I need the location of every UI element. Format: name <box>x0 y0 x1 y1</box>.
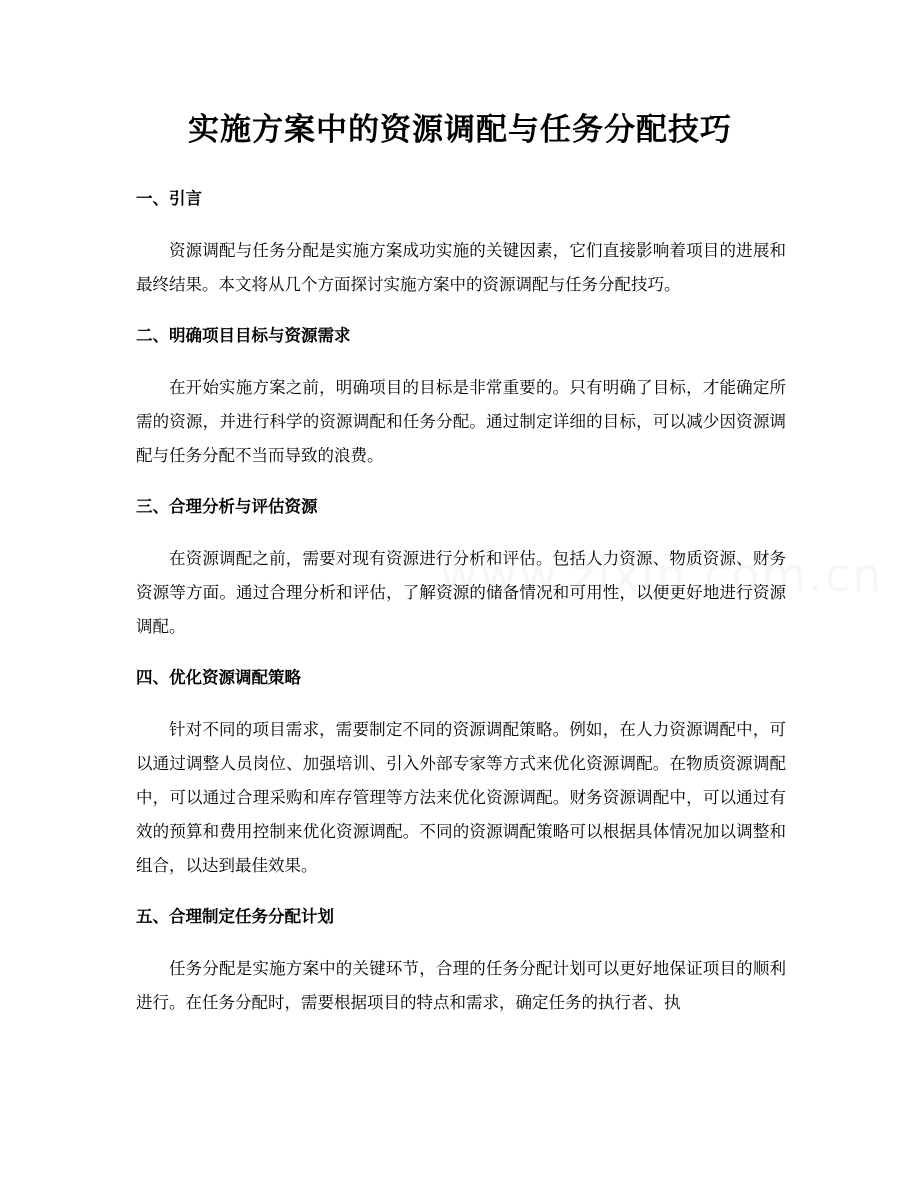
section-heading: 一、引言 <box>136 189 202 208</box>
section-heading: 二、明确项目目标与资源需求 <box>136 326 351 345</box>
section-paragraph: 在资源调配之前，需要对现有资源进行分析和评估。包括人力资源、物质资源、财务资源等方面。通过合理分析和评估，了解资源的储备情况和可用性，以便更好地进行资源调配。 <box>136 549 786 636</box>
document-body <box>136 182 786 1020</box>
section-resource-strategy <box>136 661 786 900</box>
section-project-goals <box>136 319 786 490</box>
section-heading: 三、合理分析与评估资源 <box>136 497 318 516</box>
section-paragraph: 任务分配是实施方案中的关键环节，合理的任务分配计划可以更好地保证项目的顺利进行。在任务分配时，需要根据项目的特点和需求，确定任务的执行者、执 <box>136 959 786 1012</box>
section-paragraph: 资源调配与任务分配是实施方案成功实施的关键因素，它们直接影响着项目的进展和最终结果。本文将从几个方面探讨实施方案中的资源调配与任务分配技巧。 <box>136 241 786 294</box>
section-resource-analysis <box>136 490 786 661</box>
section-paragraph: 在开始实施方案之前，明确项目的目标是非常重要的。只有明确了目标，才能确定所需的资源，并进行科学的资源调配和任务分配。通过制定详细的目标，可以减少因资源调配与任务分配不当而导致的浪费。 <box>136 378 786 465</box>
section-task-plan <box>136 900 786 1020</box>
section-heading: 五、合理制定任务分配计划 <box>136 907 334 926</box>
section-paragraph: 针对不同的项目需求，需要制定不同的资源调配策略。例如，在人力资源调配中，可以通过调整人员岗位、加强培训、引入外部专家等方式来优化资源调配。在物质资源调配中，可以通过合理采购和库存管理等方法来优化资源调配。财务资源调配中，可以通过有效的预算和费用控制来优化资源调配。不同的资源调配策略可以根据具体情况加以调整和组合，以达到最佳效果。 <box>136 720 786 875</box>
section-heading: 四、优化资源调配策略 <box>136 668 301 687</box>
document-title: 实施方案中的资源调配与任务分配技巧 <box>188 112 732 148</box>
section-introduction <box>136 182 786 319</box>
